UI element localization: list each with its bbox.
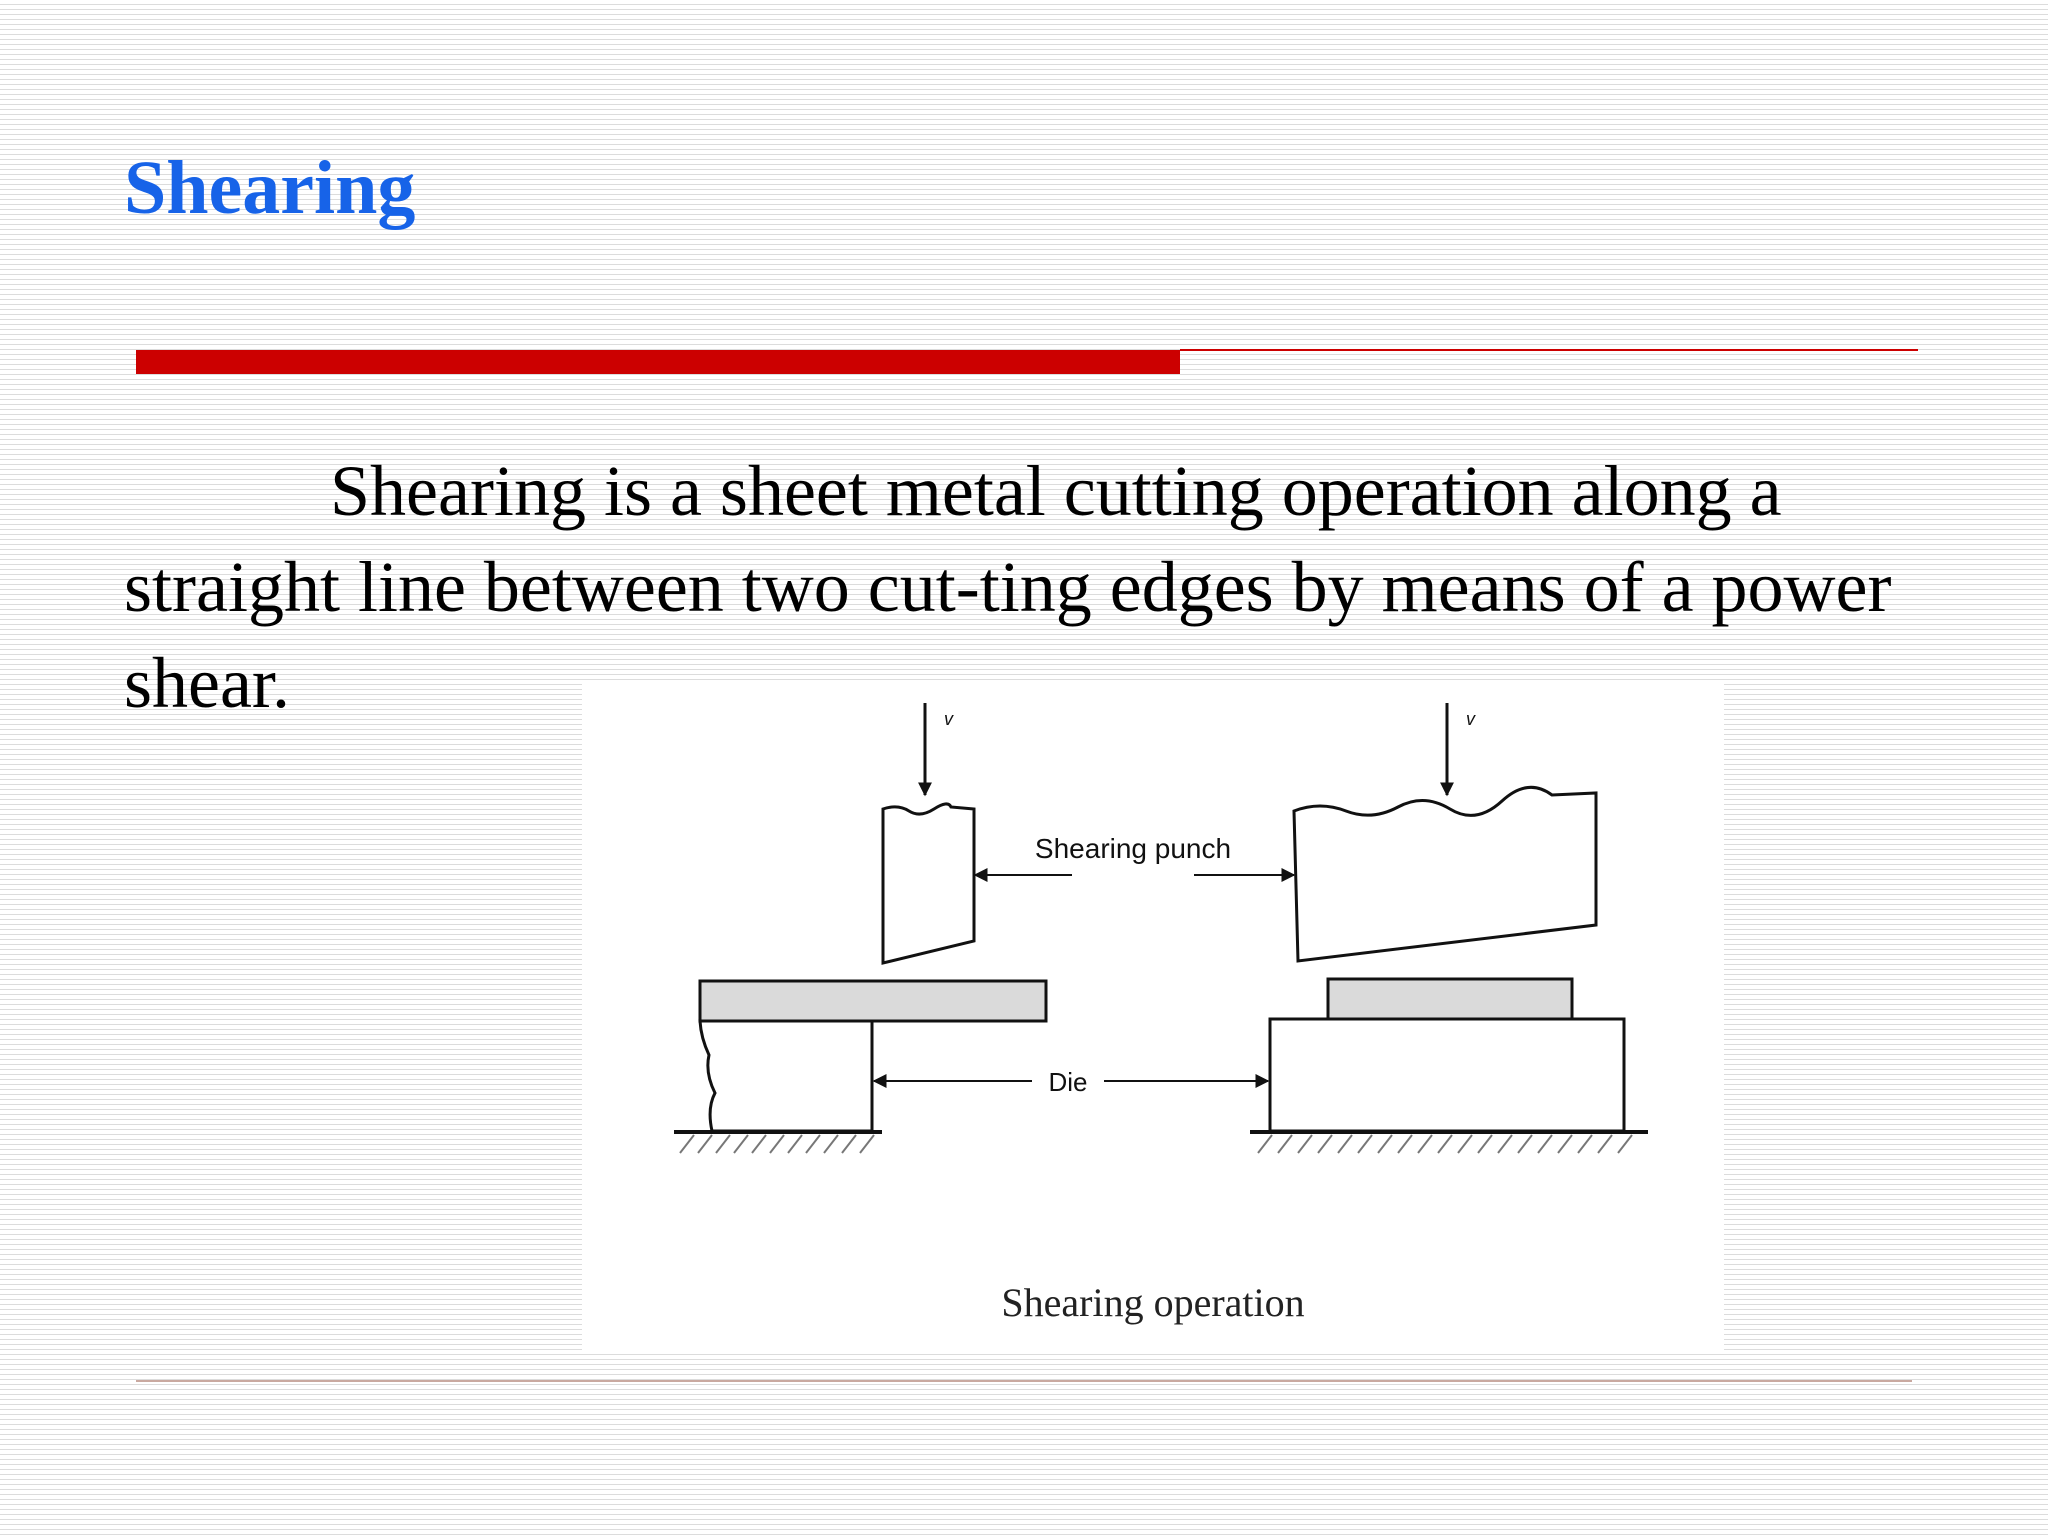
velocity-label-right: v [1466,709,1475,729]
shearing-figure [582,683,1724,1351]
right-sheet-metal [1328,979,1572,1019]
title-divider-thick [136,350,1180,374]
left-sheet-metal [700,981,1046,1021]
body-paragraph: Shearing is a sheet metal cutting operation along a straight line between two cut-ting edges by means of a power shear. [124,451,1892,723]
shearing-diagram [582,683,1724,1351]
punch-label: Shearing punch [1034,833,1232,864]
left-punch [883,804,974,963]
velocity-label-left: v [944,709,953,729]
right-punch [1294,787,1596,961]
slide-title: Shearing [124,146,416,230]
title-divider-thin [1180,349,1918,351]
die-label: Die [1048,1067,1088,1097]
right-die [1270,1019,1624,1131]
figure-caption: Shearing operation [1001,1280,1305,1325]
left-die [700,1021,872,1131]
ground-hatching [680,1135,1632,1153]
footer-divider [136,1380,1912,1382]
